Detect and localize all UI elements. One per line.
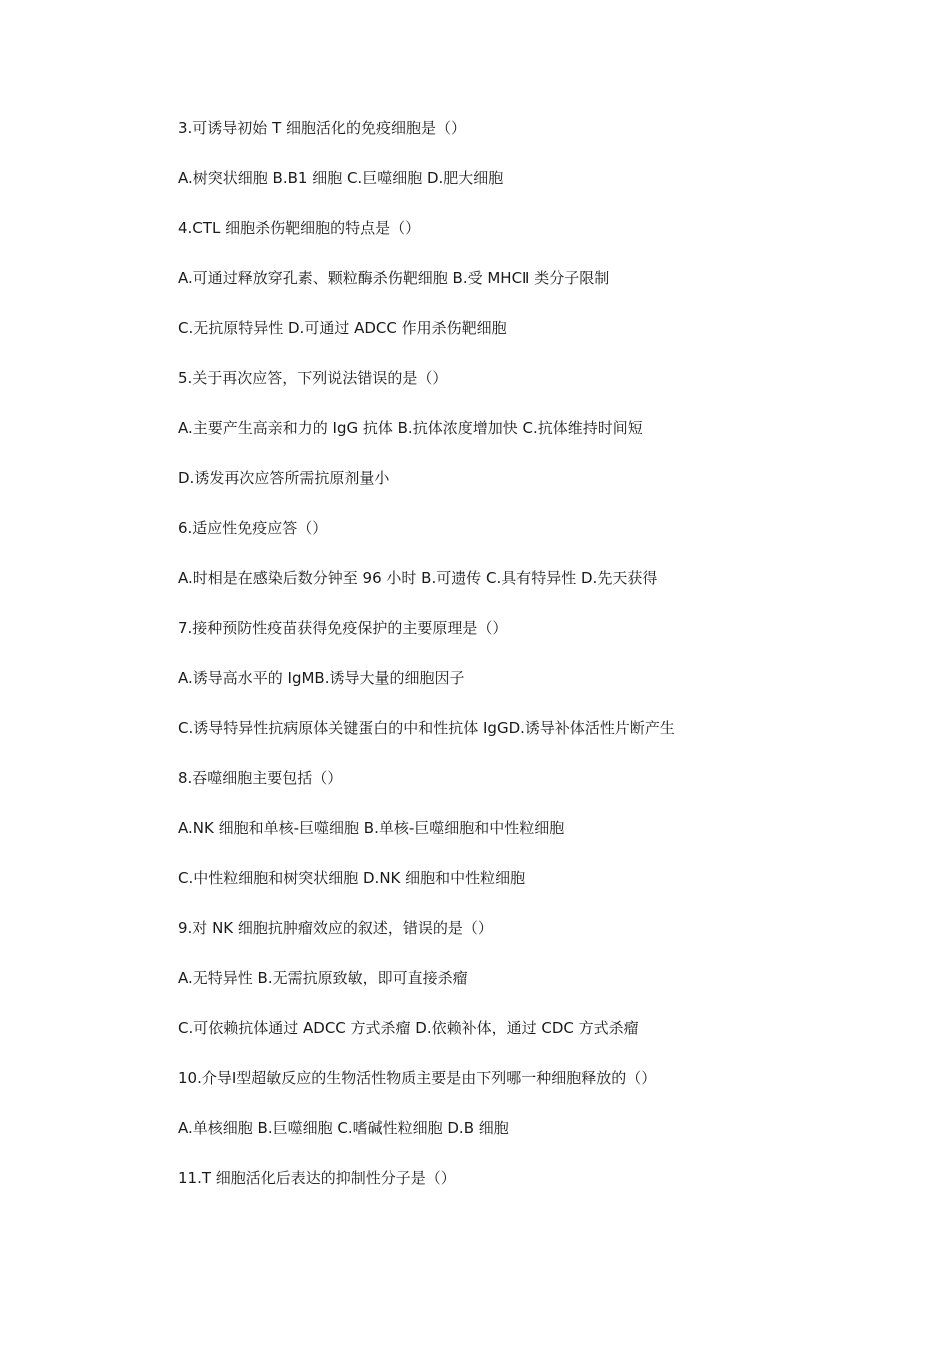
question-6-stem: 6.适应性免疫应答（） — [178, 519, 328, 537]
question-9-options-cd: C.可依赖抗体通过 ADCC 方式杀瘤 D.依赖补体，通过 CDC 方式杀瘤 — [178, 1019, 639, 1037]
question-4-stem: 4.CTL 细胞杀伤靶细胞的特点是（） — [178, 219, 421, 237]
question-8-options-cd: C.中性粒细胞和树突状细胞 D.NK 细胞和中性粒细胞 — [178, 869, 526, 887]
question-4-options-cd: C.无抗原特异性 D.可通过 ADCC 作用杀伤靶细胞 — [178, 319, 507, 337]
question-5-options-abc: A.主要产生高亲和力的 IgG 抗体 B.抗体浓度增加快 C.抗体维持时间短 — [178, 419, 643, 437]
question-3-stem: 3.可诱导初始 T 细胞活化的免疫细胞是（） — [178, 119, 467, 137]
question-3-options: A.树突状细胞 B.B1 细胞 C.巨噬细胞 D.肥大细胞 — [178, 169, 504, 187]
question-10-stem: 10.介导Ⅰ型超敏反应的生物活性物质主要是由下列哪一种细胞释放的（） — [178, 1069, 657, 1087]
question-7-options-cd: C.诱导特异性抗病原体关键蛋白的中和性抗体 IgGD.诱导补体活性片断产生 — [178, 719, 675, 737]
question-8-options-ab: A.NK 细胞和单核-巨噬细胞 B.单核-巨噬细胞和中性粒细胞 — [178, 819, 565, 837]
question-5-stem: 5.关于再次应答，下列说法错误的是（） — [178, 369, 448, 387]
question-4-options-ab: A.可通过释放穿孔素、颗粒酶杀伤靶细胞 B.受 MHCⅡ 类分子限制 — [178, 269, 610, 287]
question-9-stem: 9.对 NK 细胞抗肿瘤效应的叙述，错误的是（） — [178, 919, 493, 937]
question-10-options: A.单核细胞 B.巨噬细胞 C.嗜碱性粒细胞 D.B 细胞 — [178, 1119, 509, 1137]
question-11-stem: 11.T 细胞活化后表达的抑制性分子是（） — [178, 1169, 456, 1187]
question-9-options-ab: A.无特异性 B.无需抗原致敏，即可直接杀瘤 — [178, 969, 468, 987]
question-list — [178, 116, 898, 1216]
question-7-options-ab: A.诱导高水平的 IgMB.诱导大量的细胞因子 — [178, 669, 465, 687]
question-6-options: A.时相是在感染后数分钟至 96 小时 B.可遗传 C.具有特异性 D.先天获得 — [178, 569, 658, 587]
question-8-stem: 8.吞噬细胞主要包括（） — [178, 769, 343, 787]
question-5-option-d: D.诱发再次应答所需抗原剂量小 — [178, 469, 390, 487]
question-7-stem: 7.接种预防性疫苗获得免疫保护的主要原理是（） — [178, 619, 508, 637]
